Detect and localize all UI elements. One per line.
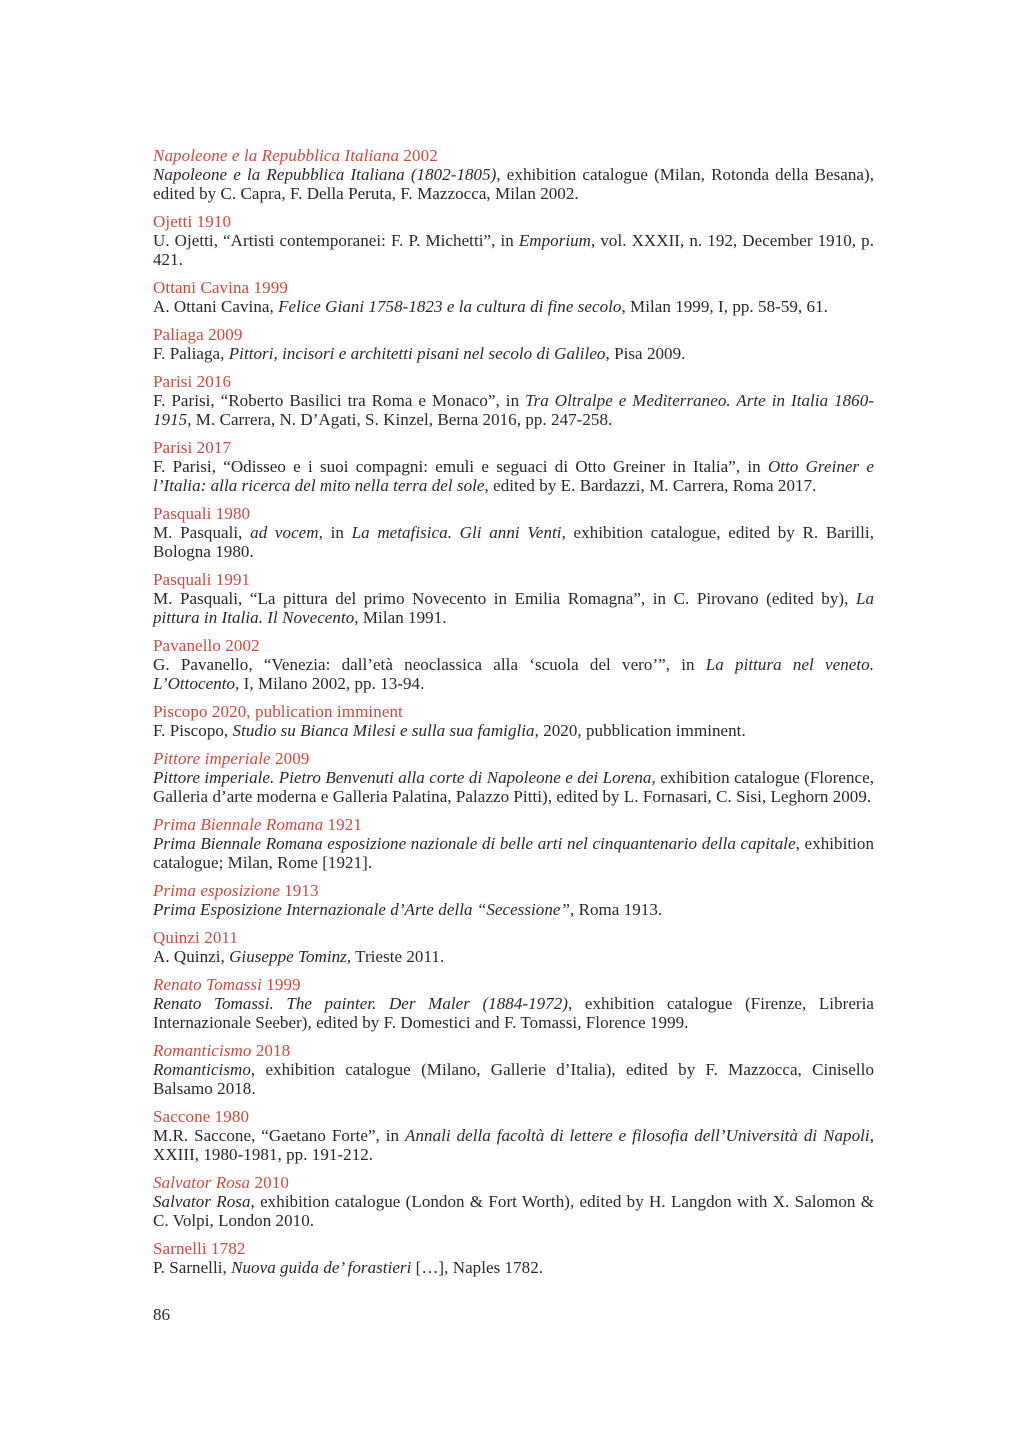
text-roman: , Roma 1913.: [570, 900, 663, 919]
text-roman: , Milan 1991.: [354, 608, 447, 627]
entry-body: [153, 231, 874, 269]
entry-body: [153, 768, 874, 806]
text-italic: Prima Biennale Romana: [153, 815, 324, 834]
text-roman: 1999: [261, 975, 301, 994]
bibliography-entry: [153, 1107, 874, 1164]
text-italic: Felice Giani 1758-1823 e la cultura di fine secolo: [278, 297, 622, 316]
bibliography-entry: [153, 212, 874, 269]
text-roman: Ottani Cavina 1999: [153, 278, 288, 297]
text-roman: , M. Carrera, N. D’Agati, S. Kinzel, Berna 2016, pp. 247-258.: [187, 410, 613, 429]
entry-heading: [153, 749, 874, 768]
text-italic: Pittore imperiale. Pietro Benvenuti alla corte di Napoleone e dei Lorena,: [153, 768, 656, 787]
text-roman: Ojetti 1910: [153, 212, 232, 231]
bibliography-entry: [153, 975, 874, 1032]
entry-body: [153, 1192, 874, 1230]
entry-heading: [153, 815, 874, 834]
text-roman: , vol. XXXII, n. 192, December 1910, p. 421.: [153, 231, 874, 269]
bibliography-entry: [153, 928, 874, 966]
text-roman: A. Quinzi,: [153, 947, 230, 966]
text-italic: Studio su Bianca Milesi e sulla sua famiglia: [232, 721, 535, 740]
entry-body: [153, 655, 874, 693]
text-roman: 2009: [270, 749, 310, 768]
text-roman: Quinzi 2011: [153, 928, 238, 947]
bibliography-entry: [153, 438, 874, 495]
entry-body: [153, 391, 874, 429]
entry-heading: [153, 372, 874, 391]
entry-heading: [153, 702, 874, 721]
text-roman: Pasquali 1980: [153, 504, 251, 523]
entry-heading: [153, 636, 874, 655]
bibliography-entry: [153, 1239, 874, 1277]
entry-body: [153, 1258, 874, 1277]
text-italic: Prima Esposizione Internazionale d’Arte della “Secessione”: [153, 900, 570, 919]
text-roman: , in: [318, 523, 352, 542]
text-roman: M.R. Saccone, “Gaetano Forte”, in: [153, 1126, 406, 1145]
entry-body: [153, 947, 874, 966]
text-roman: , XXIII, 1980-1981, pp. 191-212.: [153, 1126, 875, 1164]
entry-heading: [153, 438, 874, 457]
bibliography-entry: [153, 815, 874, 872]
bibliography-entry: [153, 636, 874, 693]
text-roman: , Pisa 2009.: [605, 344, 686, 363]
text-roman: 2002: [399, 146, 438, 165]
text-italic: Napoleone e la Repubblica Italiana: [153, 146, 400, 165]
text-roman: , Trieste 2011.: [346, 947, 445, 966]
text-roman: M. Pasquali, “La pittura del primo Novecento in Emilia Romagna”, in C. Pirovano (edited by),: [153, 589, 856, 608]
bibliography-entry: [153, 504, 874, 561]
text-italic: Pittore imperiale: [153, 749, 271, 768]
page-number: 86: [153, 1305, 170, 1324]
text-roman: , exhibition catalogue (Milano, Gallerie d’Italia), edited by F. Mazzocca, Cinisello Balsamo 2018.: [153, 1060, 874, 1098]
text-roman: P. Sarnelli,: [153, 1258, 232, 1277]
bibliography-entry: [153, 372, 874, 429]
text-roman: U. Ojetti, “Artisti contemporanei: F. P. Michetti”, in: [153, 231, 519, 250]
text-roman: […], Naples 1782.: [411, 1258, 544, 1277]
text-roman: F. Piscopo,: [153, 721, 233, 740]
text-roman: Parisi 2017: [153, 438, 232, 457]
entry-body: [153, 1126, 874, 1164]
text-italic: Napoleone e la Repubblica Italiana (1802-1805): [153, 165, 497, 184]
entry-body: [153, 1060, 874, 1098]
text-roman: Pasquali 1991: [153, 570, 251, 589]
text-italic: La metafisica. Gli anni Venti: [351, 523, 562, 542]
text-italic: La pittura nel veneto. L’Ottocento: [153, 655, 874, 693]
text-roman: , 2020, pubblication imminent.: [534, 721, 746, 740]
text-roman: M. Pasquali,: [153, 523, 251, 542]
text-roman: Parisi 2016: [153, 372, 232, 391]
bibliography-entry: [153, 881, 874, 919]
entry-heading: [153, 1239, 874, 1258]
entry-body: [153, 457, 874, 495]
text-roman: F. Parisi, “Roberto Basilici tra Roma e Monaco”, in: [153, 391, 526, 410]
text-italic: Giuseppe Tominz: [229, 947, 347, 966]
text-italic: Renato Tomassi: [153, 975, 262, 994]
text-roman: , exhibition catalogue (Firenze, Libreria Internazionale Seeber), edited by F. Domestici and F. Tomassi, Florence 1999.: [153, 994, 875, 1032]
entry-heading: [153, 570, 874, 589]
text-italic: Nuova guida de’ forastieri: [231, 1258, 412, 1277]
text-italic: Otto Greiner e l’Italia: alla ricerca del mito nella terra del sole: [153, 457, 874, 495]
entry-heading: [153, 1041, 874, 1060]
entry-body: [153, 344, 874, 363]
text-roman: , exhibition catalogue; Milan, Rome [1921].: [153, 834, 874, 872]
entry-body: [153, 994, 874, 1032]
text-roman: exhibition catalogue (Florence, Galleria d’arte moderna e Galleria Palatina, Palazzo Pitti), edited by L. Fornasari, C. Sisi, Leghorn 2009.: [153, 768, 874, 806]
entry-heading: [153, 504, 874, 523]
entry-heading: [153, 928, 874, 947]
text-italic: Tra Oltralpe e Mediterraneo. Arte in Italia 1860-1915: [153, 391, 874, 429]
text-italic: Romanticismo: [153, 1041, 252, 1060]
text-roman: , I, Milano 2002, pp. 13-94.: [235, 674, 425, 693]
text-roman: Paliaga 2009: [153, 325, 243, 344]
entry-body: [153, 834, 874, 872]
bibliography-entry: [153, 278, 874, 316]
bibliography-entry: [153, 702, 874, 740]
bibliography-entry: [153, 1173, 874, 1230]
entry-heading: [153, 1173, 874, 1192]
text-roman: 2010: [250, 1173, 289, 1192]
text-italic: Salvator Rosa: [153, 1173, 251, 1192]
text-roman: Piscopo 2020, publication imminent: [153, 702, 403, 721]
text-roman: F. Parisi, “Odisseo e i suoi compagni: emuli e seguaci di Otto Greiner in Italia”, in: [153, 457, 768, 476]
bibliography-entry: [153, 749, 874, 806]
text-roman: , exhibition catalogue, edited by R. Barilli, Bologna 1980.: [153, 523, 874, 561]
text-roman: A. Ottani Cavina,: [153, 297, 279, 316]
entry-body: [153, 721, 874, 740]
text-roman: , exhibition catalogue (Milan, Rotonda della Besana), edited by C. Capra, F. Della Peruta, F. Mazzocca, Milan 2002.: [153, 165, 874, 203]
text-roman: Pavanello 2002: [153, 636, 260, 655]
bibliography-entry: [153, 570, 874, 627]
entry-heading: [153, 1107, 874, 1126]
entry-body: [153, 165, 874, 203]
entry-body: [153, 589, 874, 627]
text-roman: Saccone 1980: [153, 1107, 250, 1126]
text-roman: 1921: [323, 815, 362, 834]
entry-heading: [153, 975, 874, 994]
entry-body: [153, 523, 874, 561]
text-italic: ad vocem: [250, 523, 319, 542]
entry-heading: [153, 146, 874, 165]
text-roman: , edited by E. Bardazzi, M. Carrera, Roma 2017.: [484, 476, 817, 495]
text-roman: 1913: [279, 881, 319, 900]
entry-body: [153, 900, 874, 919]
text-italic: Emporium: [518, 231, 592, 250]
text-italic: La pittura in Italia. Il Novecento: [153, 589, 874, 627]
entry-heading: [153, 212, 874, 231]
text-italic: Annali della facoltà di lettere e filosofia dell’Università di Napoli: [405, 1126, 870, 1145]
text-italic: Prima esposizione: [153, 881, 280, 900]
text-italic: Prima Biennale Romana esposizione nazionale di belle arti nel cinquantenario della capitale: [153, 834, 796, 853]
bibliography-entry: [153, 146, 874, 203]
entry-heading: [153, 881, 874, 900]
text-italic: Pittori, incisori e architetti pisani nel secolo di Galileo: [228, 344, 606, 363]
text-italic: Salvator Rosa: [153, 1192, 251, 1211]
text-roman: 2018: [251, 1041, 291, 1060]
entry-body: [153, 297, 874, 316]
entry-heading: [153, 278, 874, 297]
bibliography-list: [153, 146, 874, 1286]
text-roman: G. Pavanello, “Venezia: dall’età neoclassica alla ‘scuola del vero’”, in: [153, 655, 706, 674]
entry-heading: [153, 325, 874, 344]
text-italic: Renato Tomassi. The painter. Der Maler (1884-1972): [153, 994, 568, 1013]
text-roman: F. Paliaga,: [153, 344, 229, 363]
text-italic: Romanticismo: [153, 1060, 251, 1079]
bibliography-entry: [153, 1041, 874, 1098]
text-roman: , Milan 1999, I, pp. 58-59, 61.: [621, 297, 828, 316]
text-roman: Sarnelli 1782: [153, 1239, 246, 1258]
bibliography-entry: [153, 325, 874, 363]
text-roman: , exhibition catalogue (London & Fort Worth), edited by H. Langdon with X. Salomon & C. Volpi, London 2010.: [153, 1192, 874, 1230]
